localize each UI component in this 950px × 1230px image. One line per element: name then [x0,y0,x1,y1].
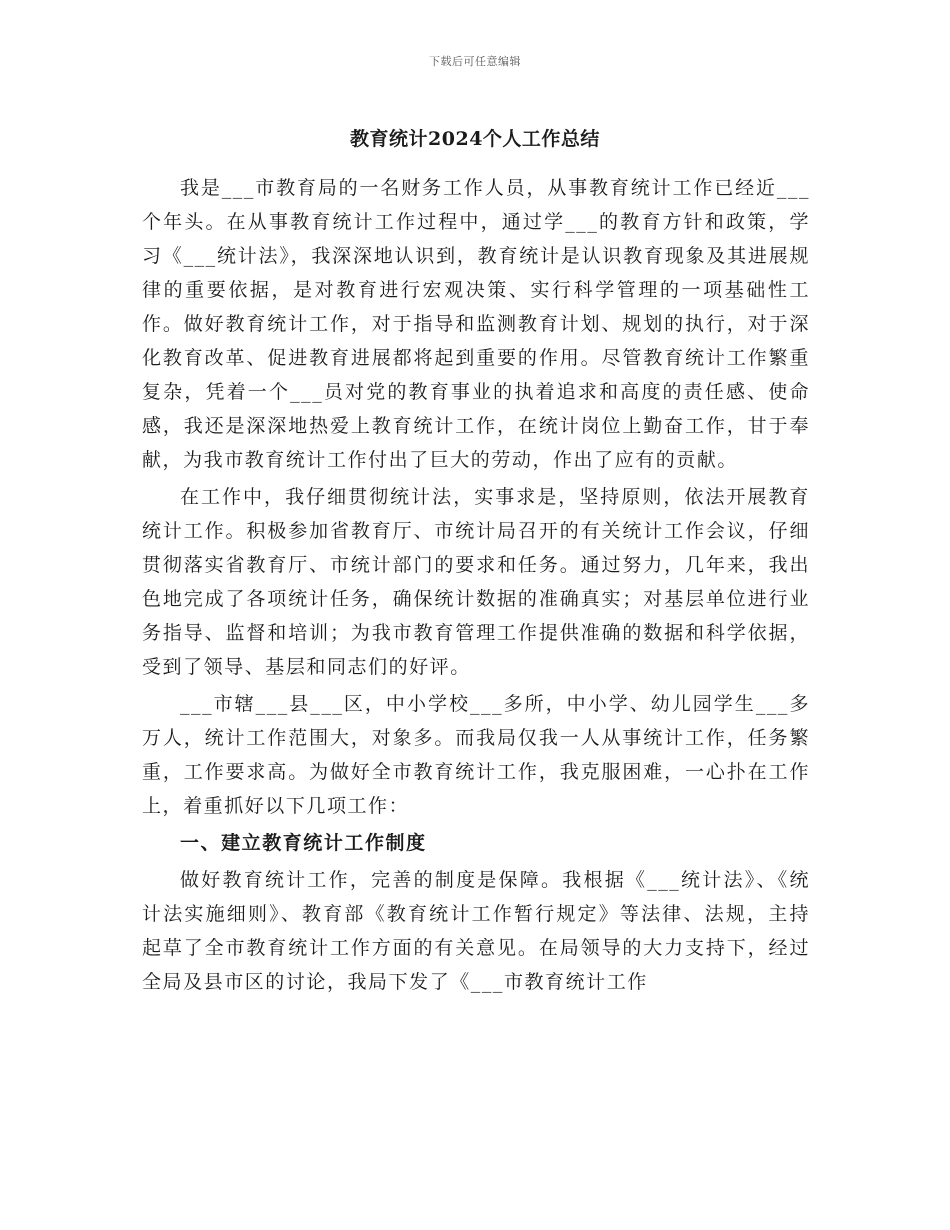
document-body [142,171,810,1002]
paragraph-intro: 我是___市教育局的一名财务工作人员，从事教育统计工作已经近___个年头。在从事教育统计工作过程中，通过学___的教育方针和政策，学习《___统计法》，我深深地认识到，教育统计是认识教育现象及其进展规律的重要依据，是对教育进行宏观决策、实行科学管理的一项基础性工作。做好教育统计工作，对于指导和监测教育计划、规划的执行，对于深化教育改革、促进教育进展都将起到重要的作用。尽管教育统计工作繁重复杂，凭着一个___员对党的教育事业的执着追求和高度的责任感、使命感，我还是深深地热爱上教育统计工作，在统计岗位上勤奋工作，甘于奉献，为我市教育统计工作付出了巨大的劳动，作出了应有的贡献。 [142,177,810,471]
paragraph-system: 做好教育统计工作，完善的制度是保障。我根据《___统计法》、《统计法实施细则》、教育部《教育统计工作暂行规定》等法律、法规，主持起草了全市教育统计工作方面的有关意见。在局领导的大力支持下，经过全局及县市区的讨论，我局下发了《___市教育统计工作 [142,869,810,993]
paragraph-work: 在工作中，我仔细贯彻统计法，实事求是，坚持原则，依法开展教育统计工作。积极参加省教育厅、市统计局召开的有关统计工作会议，仔细贯彻落实省教育厅、市统计部门的要求和任务。通过努力，几年来，我出色地完成了各项统计任务，确保统计数据的准确真实；对基层单位进行业务指导、监督和培训；为我市教育管理工作提供准确的数据和科学依据，受到了领导、基层和同志们的好评。 [142,486,810,678]
paragraph-scope: ___市辖___县___区，中小学校___多所，中小学、幼儿园学生___多万人，统计工作范围大，对象多。而我局仅我一人从事统计工作，任务繁重，工作要求高。为做好全市教育统计工作，我克服困难，一心扑在工作上，着重抓好以下几项工作： [142,693,810,817]
section-heading-1: 一、建立教育统计工作制度 [180,832,427,854]
header-note: 下载后可任意编辑 [429,55,521,68]
document-title: 教育统计2024个人工作总结 [350,128,600,150]
